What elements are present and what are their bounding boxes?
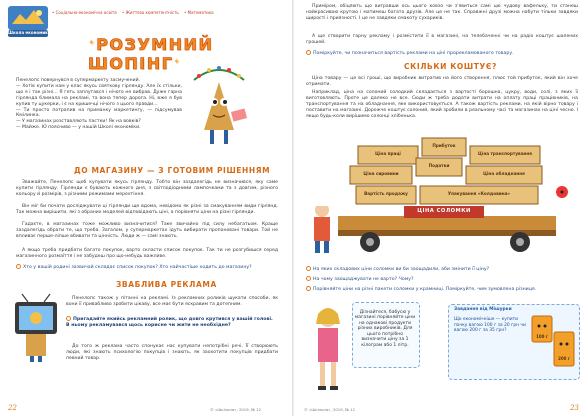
- section-heading: [116, 280, 217, 289]
- question-text: Хто у вашій родині зазвичай складає список покупок? Хто найчастіше ходить до магазину?: [23, 265, 252, 270]
- question-text: Порівняйте ціни на різні пакети соломки у крамниці. Поміркуйте, чим зумовлена різниця.: [313, 287, 537, 292]
- question-bullet-icon: [306, 266, 311, 271]
- paragraph: А ще створити гарну рекламу і розмістити її в магазині, на телебаченні чи на радіо коштує шалених грошей.: [306, 34, 578, 45]
- task-text: Що економічніше — купити пачку вагою 100 г за 20 грн чи вагою 200 г за 35 грн?: [454, 317, 526, 334]
- paragraph: [306, 76, 578, 88]
- truck-illustration: [300, 132, 582, 262]
- paragraph: До того ж реклама часто спонукає нас купувати непотрібні речі. Її створюють люди, які знають психологію покупців і знають, як заохотити покупців придбати певний товар.: [66, 344, 278, 361]
- topic-tags: [52, 10, 218, 16]
- right-page: [294, 0, 587, 416]
- paragraph: А якщо треба придбати багато покупок, варто скласти список покупок. Так ти не розгубишся серед магазинного розмаїття і не забудеш про що-небудь важливе.: [16, 248, 278, 259]
- question-bullet-icon: [306, 50, 311, 55]
- article-title: ✦ РОЗУМНИЙ ШОПІНГ ✦: [88, 35, 293, 73]
- question: [66, 316, 278, 329]
- question-bullet-icon: [306, 286, 311, 291]
- section-heading: [74, 166, 270, 175]
- cost-crate-label: Ціна транспортування: [478, 151, 532, 156]
- question: [306, 50, 578, 57]
- cost-crate-label: Упакування «Колдовина»: [447, 191, 511, 196]
- topic-tag: • Математика: [184, 10, 214, 15]
- cost-crate-label: Ціна праці: [375, 151, 401, 156]
- question: [306, 276, 578, 283]
- logo-text: Школа економики: [8, 30, 51, 35]
- question: [16, 264, 278, 271]
- question-text: На яких складових ціни соломки ви би заощадили, аби змінити її ціну?: [313, 267, 490, 272]
- task-title: Завдання від Мішурки: [454, 307, 512, 312]
- price-tag-label: 100 г: [536, 334, 548, 339]
- price-banner: ЦІНА СОЛОМКИ: [417, 208, 471, 214]
- question: [306, 266, 578, 273]
- question-text: На чому заощаджувати не варто? Чому?: [313, 277, 414, 282]
- truck-drawing: [300, 132, 582, 262]
- question: [306, 286, 578, 293]
- section-heading-text: СКІЛЬКИ КОШТУЄ?: [404, 62, 497, 71]
- footer-copyright: © «Шкільна», 2019, № 12: [304, 407, 356, 412]
- paragraph: Наприклад, ціна на солоний солодкий складається з вартості борошна, цукру, води, солі, з яких її виготовляють. Проте це далеко не все. Сюди ж треба додати витрати на оплату праці працівників, на транспортування та на обладнання, яке використовується. А також вартість реклами, на якій вірно товару і поставити на магазині. Дорожче коштує солоний, який зробили в реальному часі та магазинах на ціні чесно. І якщо будь-коли вирішимо солонці хлібенька.: [306, 90, 578, 119]
- paragraph: Він міг би почати досліджувати ці гірлянди ще вдома, невідомо як різні за смакуванням види гірлянд. Так можна вирішити, які з обраних моделей відповідають ціні, а порівняти ціни на різні гірлянди.: [16, 204, 278, 215]
- price-definition: Ціна товару — це всі гроші, що виробник витратив на його створення, плюс той прибуток, який він хоче отримати.: [306, 76, 578, 87]
- girl-illustration: [308, 302, 348, 398]
- left-page: [0, 0, 293, 416]
- page-number: 22: [8, 404, 17, 412]
- tip-note-text: Дізнайтеся, бабусю у магазині порівняйте ціни на однакові продукти різних виробників. Для цього потрібно визначити ціну за 1 кілограм або 1 літр.: [354, 309, 416, 349]
- page-number: 23: [570, 404, 579, 412]
- cost-crate-label: Ціна сировини: [363, 171, 399, 176]
- question-bullet-icon: [66, 316, 71, 321]
- section-heading-text: ДО МАГАЗИНУ — З ГОТОВИМ РІШЕННЯМ: [74, 166, 271, 175]
- cost-crate-label: Вартість продажу: [364, 191, 408, 196]
- penelops-character-illustration: [184, 60, 254, 150]
- topic-tag: • Соціально-економічна освіта: [52, 10, 117, 15]
- section-heading-text: ЗВАБЛИВА РЕКЛАМА: [116, 280, 217, 289]
- topic-tag: • Життєва компетентність: [121, 10, 179, 15]
- paragraph: Приміром, обіцяють що вигравши ось цього ковзо чи з'явиться самі цю чудову вафельку, ти станеш найкрасивою крутою і матимеш багато друзів. Але це не так. Справжні друзі можна набути тільки завдяки щирості і приязності. І це не завдяки смакоту сухариків.: [306, 4, 578, 21]
- cost-crate-label: Ціна обладнання: [483, 171, 525, 176]
- cost-crate-label: Прибуток: [432, 143, 456, 148]
- paragraph: Зважайте, Пенелопс щоб купувати якусь гірлянду. Тобто він заздалегідь не визначився, яку саме купити гірлянду. Гірлянди є бувають кожного дня, з світлодіодними лампочками та з довгим, різного кольору й розмірів, з різними режимами мерехтіння.: [16, 180, 278, 197]
- footer-copyright: © «Шкільна», 2019, № 12: [210, 407, 262, 412]
- tv-illustration: [12, 292, 62, 364]
- price-tag-label: 200 г: [558, 356, 570, 361]
- price-tags-illustration: [530, 312, 576, 372]
- cost-crate-label: Податки: [428, 163, 450, 168]
- section-heading: [404, 62, 497, 71]
- paragraph: Пенелопс також у пітанні на рекламі. Із рекламних роликів шукати способи, як вони її привабливо зробити цікаву, все має бути яскравим та дотепним.: [66, 296, 278, 307]
- question-text: Поміркуйте, чи позначиться вартість реклами на ціні прорекламованого товару.: [313, 51, 514, 56]
- question-bullet-icon: [16, 264, 21, 269]
- paragraph: Гадаєте, в магазинах тоже можливо визначитися? Таке звичайно під силу небагатьом. Краще заздалегідь обрати те, що треба. Загалом, у супермаркетах ідуть вибирати пропоновані товари. Той не впливає перше-ліпше вбивати та цінність. Люди ж — самі знають.: [16, 222, 278, 239]
- intro-text: Пенелопс повернувся в супермаркету засмучений. — Хотів купити нам у клас якусь святкову гірлянду. Але їх стільки, що я і так різні… Я геть заплутався і нічого не вибрав. Дуже гарна гірлянда блимала на рекламі, та вона тепер дорога. Ні, вже я був купив ту цукерки, і є на кришечці нічого з цього правди… — Ти просто потрапив на приманку маркетингу, — підсумував Кмілинка. — У магазинах розставляють пастки! Як на вовків? — Майже. Ю поясниво — у нашій Школі економіки.: [16, 78, 182, 131]
- question-bullet-icon: [306, 276, 311, 281]
- question-text: Пригадайте якийсь рекламний ролик, що довго крутився у вашій голові. В ньому рекламувався щось корисне чи жити не необхідне?: [66, 317, 273, 328]
